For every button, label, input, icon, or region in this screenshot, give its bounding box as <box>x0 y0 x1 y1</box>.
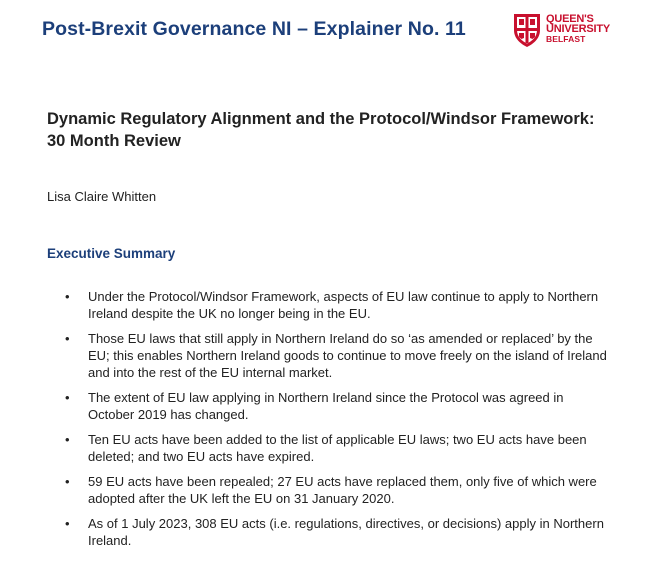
logo-line-university: UNIVERSITY <box>546 23 611 35</box>
bullet-item <box>0 288 608 322</box>
author-name: Lisa Claire Whitten <box>47 189 157 204</box>
document-title: Dynamic Regulatory Alignment and the Protocol/Windsor Framework: 30 Month Review <box>47 110 595 150</box>
bullet-text: 59 EU acts have been repealed; 27 EU acts have replaced them, only five of which were adopted after the UK left the EU on 31 January 2020. <box>88 474 597 506</box>
bullet-text: Under the Protocol/Windsor Framework, aspects of EU law continue to apply to Northern Ireland despite the UK no longer being in the EU. <box>88 289 599 321</box>
bullet-text: As of 1 July 2023, 308 EU acts (i.e. regulations, directives, or decisions) apply in Northern Ireland. <box>88 516 604 548</box>
bullet-item <box>0 431 608 465</box>
bullet-text: Ten EU acts have been added to the list of applicable EU laws; two EU acts have been deleted; and two EU acts have expired. <box>88 432 587 464</box>
bullet-icon: • <box>65 516 70 531</box>
logo-line-queens: QUEEN'S <box>546 13 594 25</box>
summary-bullet-list <box>0 288 650 557</box>
bullet-item <box>0 389 608 423</box>
bullet-icon: • <box>65 390 70 405</box>
bullet-icon: • <box>65 289 70 304</box>
section-heading-executive-summary: Executive Summary <box>47 246 176 261</box>
header-title: Post-Brexit Governance NI – Explainer No. 11 <box>42 18 466 40</box>
university-logo <box>512 12 610 48</box>
bullet-icon: • <box>65 432 70 447</box>
bullet-text: Those EU laws that still apply in Northern Ireland do so ‘as amended or replaced’ by the EU; this enables Northern Ireland goods to continue to move freely on the island of Ireland and into the rest of the EU internal market. <box>88 331 607 380</box>
bullet-icon: • <box>65 331 70 346</box>
shield-crest-icon <box>512 12 542 48</box>
bullet-item <box>0 473 608 507</box>
logo-line-belfast: BELFAST <box>546 34 586 44</box>
bullet-item <box>0 330 608 381</box>
bullet-text: The extent of EU law applying in Northern Ireland since the Protocol was agreed in October 2019 has changed. <box>88 390 564 422</box>
logo-wordmark <box>546 14 610 44</box>
bullet-icon: • <box>65 474 70 489</box>
bullet-item <box>0 515 608 549</box>
